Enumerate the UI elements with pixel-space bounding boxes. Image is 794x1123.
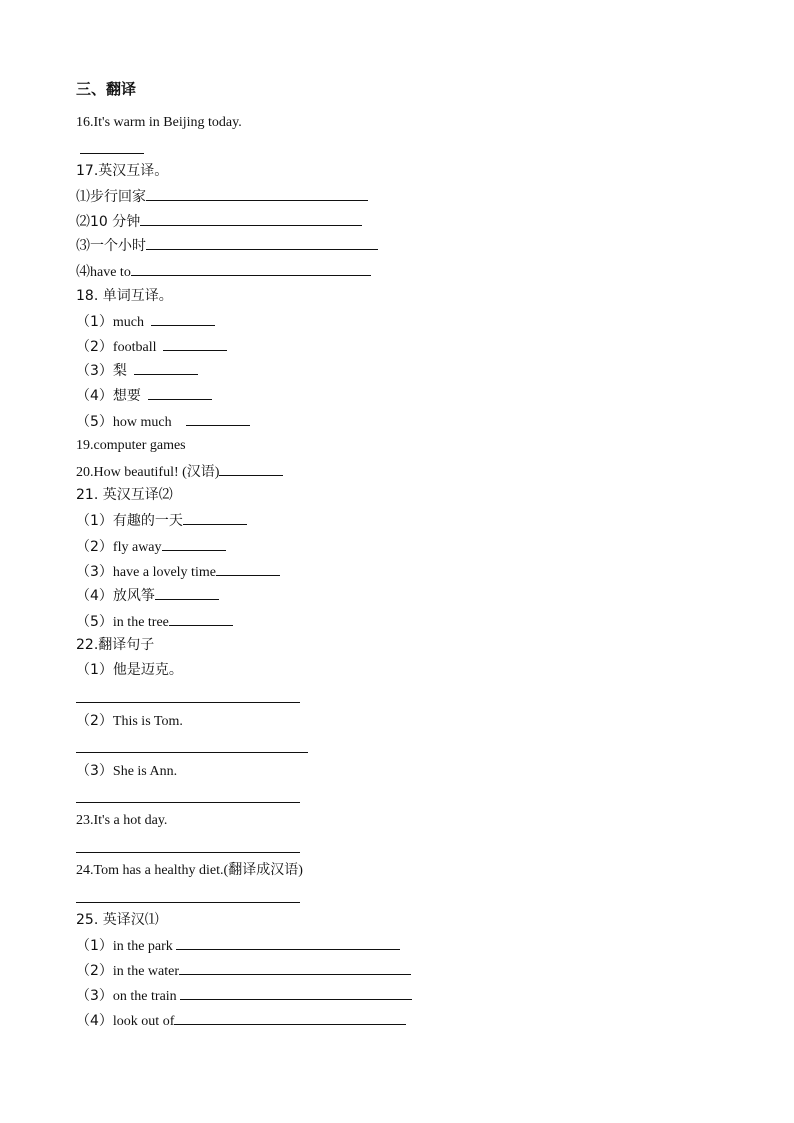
q22-item-num: （3） [76,763,113,779]
q21-item-num: （2） [76,539,113,555]
q18-item-num: （2） [76,339,113,355]
q22-item-text: This is Tom. [112,714,183,729]
q17-item [76,262,371,282]
q21-item-num: （5） [76,614,113,630]
q17-item-text: 步行回家 [90,189,146,205]
q25-item-num: （2） [76,963,113,979]
q18-item-num: （4） [76,388,113,404]
q21-item-text: have a lovely time [112,565,216,580]
answer-blank[interactable] [174,1011,406,1025]
q20-text: 20.How beautiful! (汉语) [76,465,220,480]
q25-item-text: in the water [112,964,180,979]
q18-item [76,361,198,381]
q17-prompt: 17.英汉互译。 [76,163,169,179]
answer-blank[interactable] [155,586,219,600]
q21-item-text: 有趣的一天 [112,513,183,529]
q19-text: 19.computer games [76,438,186,453]
q25-item-num: （1） [76,938,113,954]
answer-blank[interactable] [140,212,362,226]
q21-item [76,612,233,632]
q25-item-num: （3） [76,988,113,1004]
q18-item-text: 梨 [112,363,127,379]
q18-item-text: football [112,340,157,355]
q18-item [76,337,227,357]
q24-answer-line[interactable] [76,902,300,903]
q25-item-text: on the train [112,989,177,1004]
q25-item-num: （4） [76,1013,113,1029]
answer-blank[interactable] [176,936,400,950]
q21-item [76,562,280,582]
q21-item-text: 放风筝 [112,588,155,604]
answer-blank[interactable] [219,462,283,476]
answer-blank[interactable] [179,961,411,975]
q17-item [76,187,368,206]
q22-answer-line[interactable] [76,802,300,803]
q17-item-text: have to [90,265,131,280]
q22-item [76,661,183,679]
q22-prompt: 22.翻译句子 [76,637,155,653]
answer-blank[interactable] [148,386,212,400]
answer-blank[interactable] [186,412,250,426]
q18-prompt: 18. 单词互译。 [76,288,173,304]
answer-blank[interactable] [169,612,233,626]
q16-answer-blank[interactable] [80,153,144,154]
q22-answer-line[interactable] [76,752,308,753]
q25-item [76,961,411,981]
q21-item [76,537,226,557]
answer-blank[interactable] [162,537,226,551]
answer-blank[interactable] [216,562,280,576]
q21-prompt: 21. 英汉互译⑵ [76,487,173,503]
answer-blank[interactable] [146,236,378,250]
q18-item-text: how much [112,415,172,430]
q17-item-text: 10 分钟 [90,214,141,230]
q18-item-text: 想要 [112,388,141,404]
q18-item-num: （3） [76,363,113,379]
q21-item-num: （3） [76,564,113,580]
q21-item-num: （1） [76,513,113,529]
q22-item-num: （1） [76,662,113,678]
q22-item-num: （2） [76,713,113,729]
q17-item-num: ⑴ [76,189,90,205]
q25-item [76,986,412,1006]
q25-item [76,1011,406,1031]
q18-item-num: （1） [76,314,113,330]
q21-item [76,511,247,531]
q21-item-num: （4） [76,588,113,604]
q25-item-text: look out of [112,1014,175,1029]
q17-item [76,236,378,255]
q18-item-text: much [112,315,145,330]
q16-text: 16.It's warm in Beijing today. [76,115,242,130]
q23-answer-line[interactable] [76,852,300,853]
q22-item [76,762,177,781]
q22-item [76,712,183,731]
answer-blank[interactable] [146,187,368,201]
q17-item [76,212,362,231]
answer-blank[interactable] [131,262,371,276]
answer-blank[interactable] [151,312,215,326]
q23-text: 23.It's a hot day. [76,813,168,828]
q20-item [76,462,283,482]
answer-blank[interactable] [180,986,412,1000]
q25-item-text: in the park [112,939,173,954]
q21-item [76,586,219,606]
q17-item-num: ⑶ [76,238,90,254]
answer-blank[interactable] [134,361,198,375]
answer-blank[interactable] [163,337,227,351]
q25-prompt: 25. 英译汉⑴ [76,912,159,928]
q18-item [76,386,212,406]
q17-item-text: 一个小时 [90,238,146,254]
q22-item-text: 他是迈克。 [112,662,183,678]
q25-item [76,936,400,956]
q18-item [76,312,215,332]
q18-item-num: （5） [76,414,113,430]
q24-text: 24.Tom has a healthy diet.(翻译成汉语) [76,863,303,878]
q21-item-text: fly away [112,540,162,555]
q22-answer-line[interactable] [76,702,300,703]
q18-item [76,412,250,432]
answer-blank[interactable] [183,511,247,525]
q17-item-num: ⑷ [76,264,90,280]
q17-item-num: ⑵ [76,214,90,230]
q21-item-text: in the tree [112,615,169,630]
section-title: 三、翻译 [76,80,137,98]
q22-item-text: She is Ann. [112,764,178,779]
